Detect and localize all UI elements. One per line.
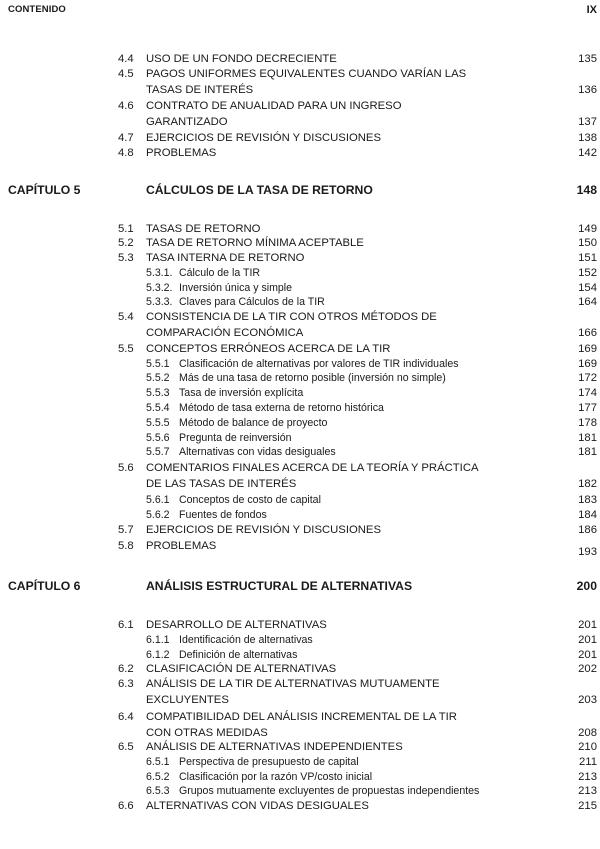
- section-number: 6.3: [118, 678, 134, 690]
- section-number: 5.5.2: [146, 372, 170, 384]
- section-title: PROBLEMAS: [146, 540, 217, 552]
- section-title: Método de tasa externa de retorno histórica: [179, 402, 384, 414]
- section-title: Grupos mutuamente excluyentes de propuestas independientes: [179, 785, 480, 797]
- section-number: 5.6.1: [146, 494, 170, 506]
- page-ref: 169: [578, 343, 597, 355]
- section-title: TASAS DE RETORNO: [146, 223, 261, 235]
- section-number: 6.1.2: [146, 649, 170, 661]
- section-title: TASA INTERNA DE RETORNO: [146, 252, 305, 264]
- section-title: Inversión única y simple: [179, 282, 293, 294]
- section-number: 5.5.5: [146, 417, 170, 429]
- section-number: 4.8: [118, 147, 134, 159]
- section-number: 4.5: [118, 68, 134, 80]
- page-ref: 178: [578, 417, 597, 429]
- page-ref: 149: [578, 223, 597, 235]
- page-ref: 174: [578, 387, 597, 399]
- page-ref: 142: [578, 147, 597, 159]
- section-title: PAGOS UNIFORMES EQUIVALENTES CUANDO VARÍAN LAS: [146, 68, 467, 80]
- page-ref: 164: [578, 296, 597, 308]
- page-ref: 201: [578, 619, 597, 631]
- section-title: CLASIFICACIÓN DE ALTERNATIVAS: [146, 663, 337, 675]
- page-ref: 166: [578, 327, 597, 339]
- section-title: EJERCICIOS DE REVISIÓN Y DISCUSIONES: [146, 524, 381, 536]
- section-number: 5.2: [118, 237, 134, 249]
- section-title: Pregunta de reinversión: [179, 432, 292, 444]
- section-title: EJERCICIOS DE REVISIÓN Y DISCUSIONES: [146, 132, 381, 144]
- page-ref: 137: [578, 116, 597, 128]
- page-ref: 152: [578, 267, 597, 279]
- running-header-title: CONTENIDO: [8, 4, 66, 15]
- section-number: 5.8: [118, 540, 134, 552]
- section-title: PROBLEMAS: [146, 147, 217, 159]
- section-number: 6.4: [118, 711, 134, 723]
- section-title: GARANTIZADO: [146, 116, 228, 128]
- page-ref: 213: [578, 785, 597, 797]
- section-title: USO DE UN FONDO DECRECIENTE: [146, 53, 337, 65]
- section-title: Tasa de inversión explícita: [179, 387, 304, 399]
- section-title: EXCLUYENTES: [146, 694, 229, 706]
- page-ref: 135: [578, 53, 597, 65]
- page-ref: 193: [578, 546, 597, 558]
- page-ref: 215: [578, 800, 597, 812]
- section-title: COMPARACIÓN ECONÓMICA: [146, 327, 304, 339]
- section-number: 6.1: [118, 619, 134, 631]
- page-ref: 177: [578, 402, 597, 414]
- section-title: Método de balance de proyecto: [179, 417, 328, 429]
- section-number: 5.5.7: [146, 446, 170, 458]
- section-title: COMPATIBILIDAD DEL ANÁLISIS INCREMENTAL DE LA TIR: [146, 711, 457, 723]
- section-number: 5.7: [118, 524, 134, 536]
- page-ref: 148: [576, 183, 597, 197]
- section-number: 5.5.3: [146, 387, 170, 399]
- section-number: 6.5.1: [146, 756, 170, 768]
- section-title: ANÁLISIS DE ALTERNATIVAS INDEPENDIENTES: [146, 741, 403, 753]
- page-ref: 181: [578, 432, 597, 444]
- section-title: Definición de alternativas: [179, 649, 298, 661]
- page-ref: 203: [578, 694, 597, 706]
- section-title: CONSISTENCIA DE LA TIR CON OTROS MÉTODOS DE: [146, 311, 437, 323]
- section-number: 5.5.4: [146, 402, 170, 414]
- section-title: Más de una tasa de retorno posible (inversión no simple): [179, 372, 446, 384]
- section-number: 5.6.2: [146, 509, 170, 521]
- section-title: TASA DE RETORNO MÍNIMA ACEPTABLE: [146, 237, 364, 249]
- section-title: ALTERNATIVAS CON VIDAS DESIGUALES: [146, 800, 369, 812]
- section-number: 5.6: [118, 462, 134, 474]
- section-title: CONTRATO DE ANUALIDAD PARA UN INGRESO: [146, 100, 402, 112]
- section-title: Cálculo de la TIR: [179, 267, 261, 279]
- page-ref: 183: [578, 494, 597, 506]
- section-number: 6.1.1: [146, 634, 170, 646]
- page-ref: 211: [578, 756, 597, 768]
- section-title: Clasificación de alternativas por valores de TIR individuales: [179, 358, 459, 370]
- page-ref: 181: [578, 446, 597, 458]
- section-title: Claves para Cálculos de la TIR: [179, 296, 325, 308]
- chapter-label: CAPÍTULO 5: [8, 183, 81, 197]
- section-number: 5.3.3.: [146, 296, 173, 308]
- section-title: ANÁLISIS DE LA TIR DE ALTERNATIVAS MUTUAMENTE: [146, 678, 440, 690]
- page-ref: 200: [576, 579, 597, 593]
- section-title: Fuentes de fondos: [179, 509, 267, 521]
- section-number: 4.6: [118, 100, 134, 112]
- chapter-label: CAPÍTULO 6: [8, 579, 81, 593]
- page-ref: 202: [578, 663, 597, 675]
- chapter-title: ANÁLISIS ESTRUCTURAL DE ALTERNATIVAS: [146, 579, 413, 593]
- page-ref: 213: [578, 771, 597, 783]
- page-ref: 154: [578, 282, 597, 294]
- page-ref: 136: [578, 84, 597, 96]
- chapter-title: CÁLCULOS DE LA TASA DE RETORNO: [146, 183, 373, 197]
- section-number: 5.3.2.: [146, 282, 173, 294]
- page-ref: 201: [578, 634, 597, 646]
- page-ref: 208: [578, 727, 597, 739]
- section-title: Identificación de alternativas: [179, 634, 313, 646]
- page-ref: 169: [578, 358, 597, 370]
- section-title: CON OTRAS MEDIDAS: [146, 727, 268, 739]
- section-number: 6.5.3: [146, 785, 170, 797]
- page-number: IX: [586, 4, 597, 16]
- section-number: 5.1: [118, 223, 134, 235]
- page-ref: 138: [578, 132, 597, 144]
- section-number: 6.5.2: [146, 771, 170, 783]
- page-ref: 182: [578, 478, 597, 490]
- section-number: 6.5: [118, 741, 134, 753]
- section-title: COMENTARIOS FINALES ACERCA DE LA TEORÍA Y PRÁCTICA: [146, 462, 479, 474]
- section-title: Conceptos de costo de capital: [179, 494, 321, 506]
- section-number: 5.4: [118, 311, 134, 323]
- page-ref: 201: [578, 649, 597, 661]
- page-ref: 150: [578, 237, 597, 249]
- section-title: CONCEPTOS ERRÓNEOS ACERCA DE LA TIR: [146, 343, 391, 355]
- section-number: 4.7: [118, 132, 134, 144]
- section-number: 6.6: [118, 800, 134, 812]
- section-title: DESARROLLO DE ALTERNATIVAS: [146, 619, 327, 631]
- page-ref: 151: [578, 252, 597, 264]
- section-number: 4.4: [118, 53, 134, 65]
- page-ref: 172: [578, 372, 597, 384]
- section-title: TASAS DE INTERÉS: [146, 84, 254, 96]
- section-number: 5.5: [118, 343, 134, 355]
- section-number: 6.2: [118, 663, 134, 675]
- section-title: Clasificación por la razón VP/costo inicial: [179, 771, 373, 783]
- section-number: 5.5.1: [146, 358, 170, 370]
- section-number: 5.5.6: [146, 432, 170, 444]
- section-title: Alternativas con vidas desiguales: [179, 446, 336, 458]
- section-title: DE LAS TASAS DE INTERÉS: [146, 478, 297, 490]
- page-ref: 184: [578, 509, 597, 521]
- section-number: 5.3: [118, 252, 134, 264]
- page-ref: 210: [578, 741, 597, 753]
- page-ref: 186: [578, 524, 597, 536]
- section-number: 5.3.1.: [146, 267, 173, 279]
- section-title: Perspectiva de presupuesto de capital: [179, 756, 359, 768]
